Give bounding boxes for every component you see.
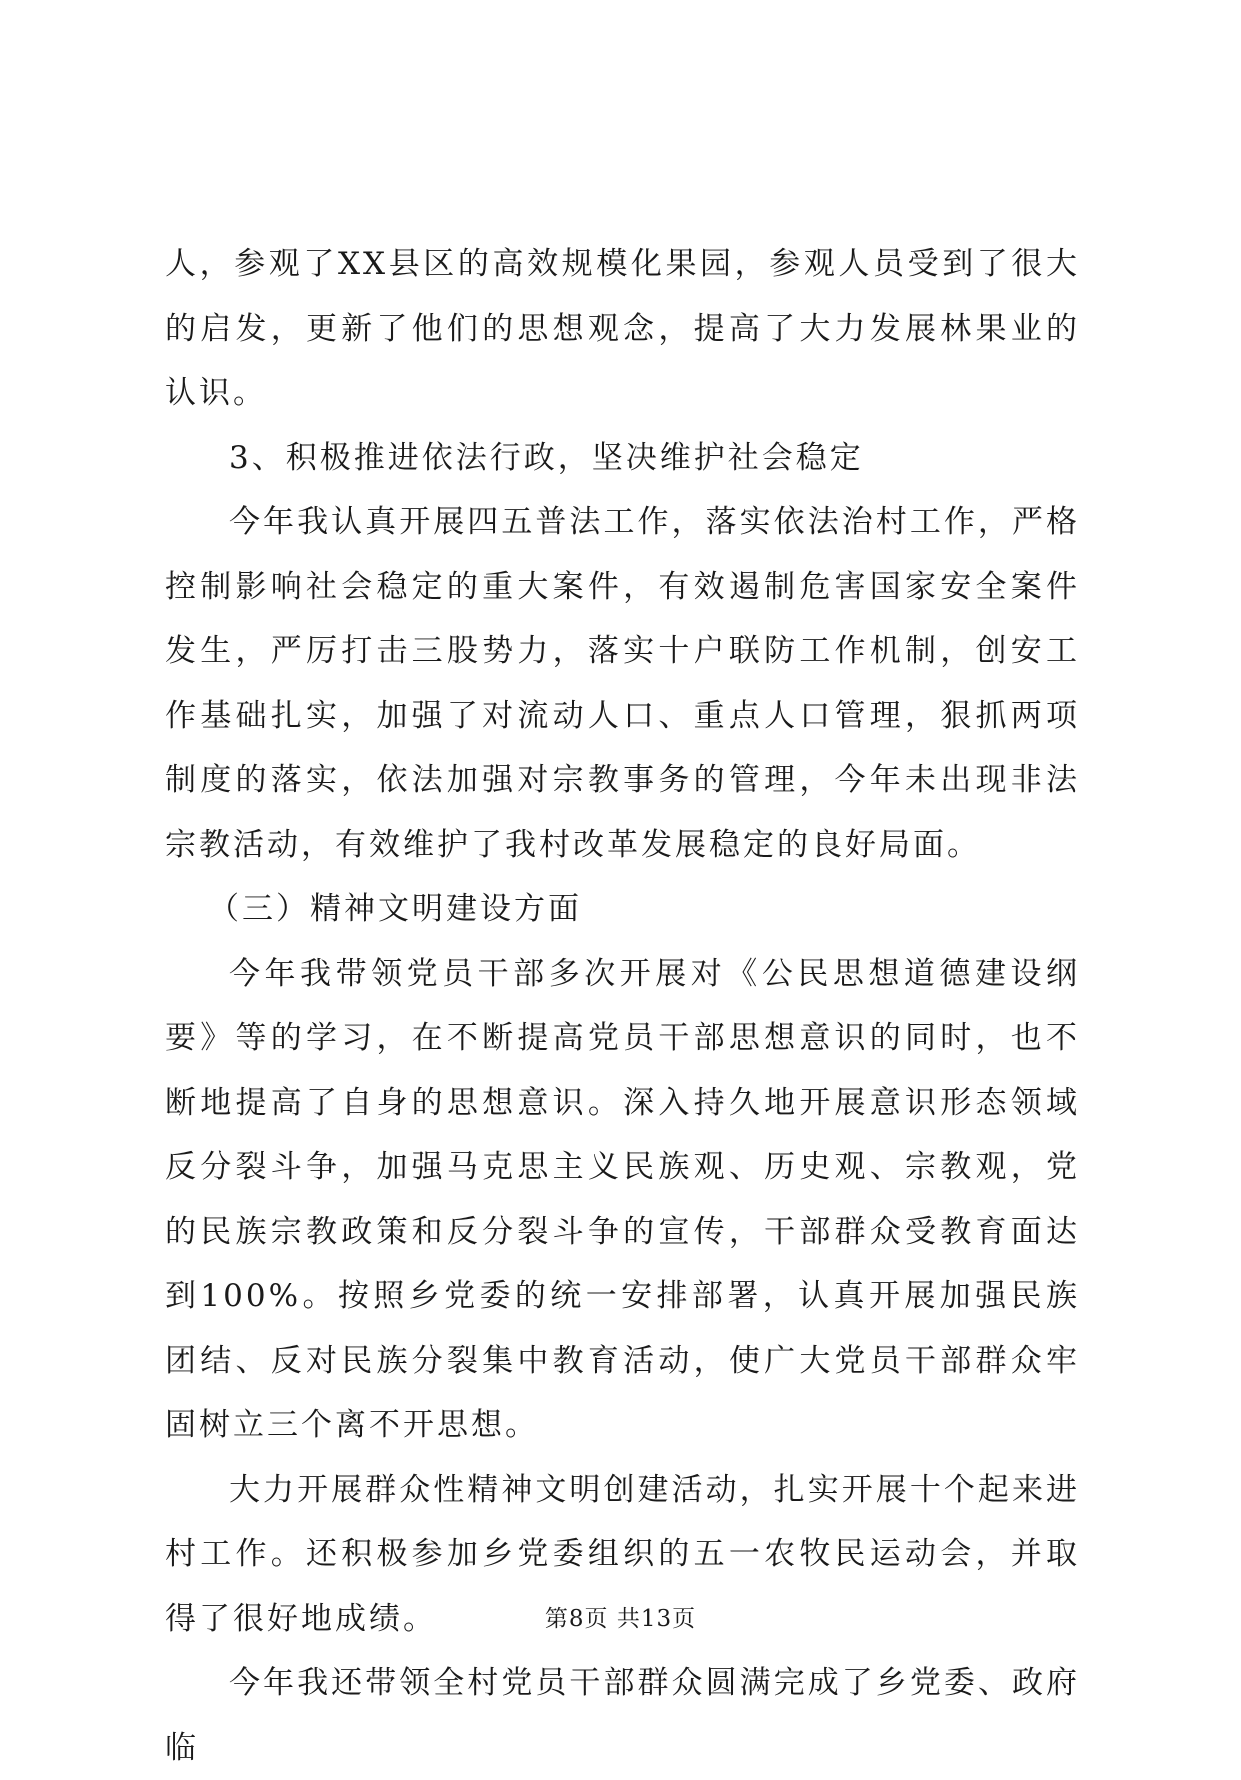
paragraph-continuation: 人，参观了XX县区的高效规模化果园，参观人员受到了很大的启发，更新了他们的思想观念，提高了大力发展林果业的认识。 — [165, 246, 1080, 411]
paragraph-ideology-study: 今年我带领党员干部多次开展对《公民思想道德建设纲要》等的学习，在不断提高党员干部思想意识的同时，也不断地提高了自身的思想意识。深入持久地开展意识形态领域反分裂斗争，加强马克思主义民族观、历史观、宗教观，党的民族宗教政策和反分裂斗争的宣传，干部群众受教育面达到100%。按照乡党委的统一安排部署，认真开展加强民族团结、反对民族分裂集中教育活动，使广大党员干部群众牢固树立三个离不开思想。 — [165, 955, 1080, 1443]
page-number-footer: 第8页 共13页 — [544, 1606, 697, 1632]
paragraph-law-enforcement: 今年我认真开展四五普法工作，落实依法治村工作，严格控制影响社会稳定的重大案件，有效遏制危害国家安全案件发生，严厉打击三股势力，落实十户联防工作机制，创安工作基础扎实，加强了对流动人口、重点人口管理，狠抓两项制度的落实，依法加强对宗教事务的管理，今年未出现非法宗教活动，有效维护了我村改革发展稳定的良好局面。 — [165, 504, 1080, 863]
document-body — [165, 232, 1080, 1780]
paragraph-tasks-completed: 今年我还带领全村党员干部群众圆满完成了乡党委、政府临 — [165, 1665, 1080, 1766]
section-heading-law: 3、积极推进依法行政，坚决维护社会稳定 — [229, 439, 864, 476]
paragraph-civilization-activities: 大力开展群众性精神文明创建活动，扎实开展十个起来进村工作。还积极参加乡党委组织的五一农牧民运动会，并取得了很好地成绩。 — [165, 1471, 1080, 1637]
section-heading-civilization: （三）精神文明建设方面 — [208, 891, 582, 927]
